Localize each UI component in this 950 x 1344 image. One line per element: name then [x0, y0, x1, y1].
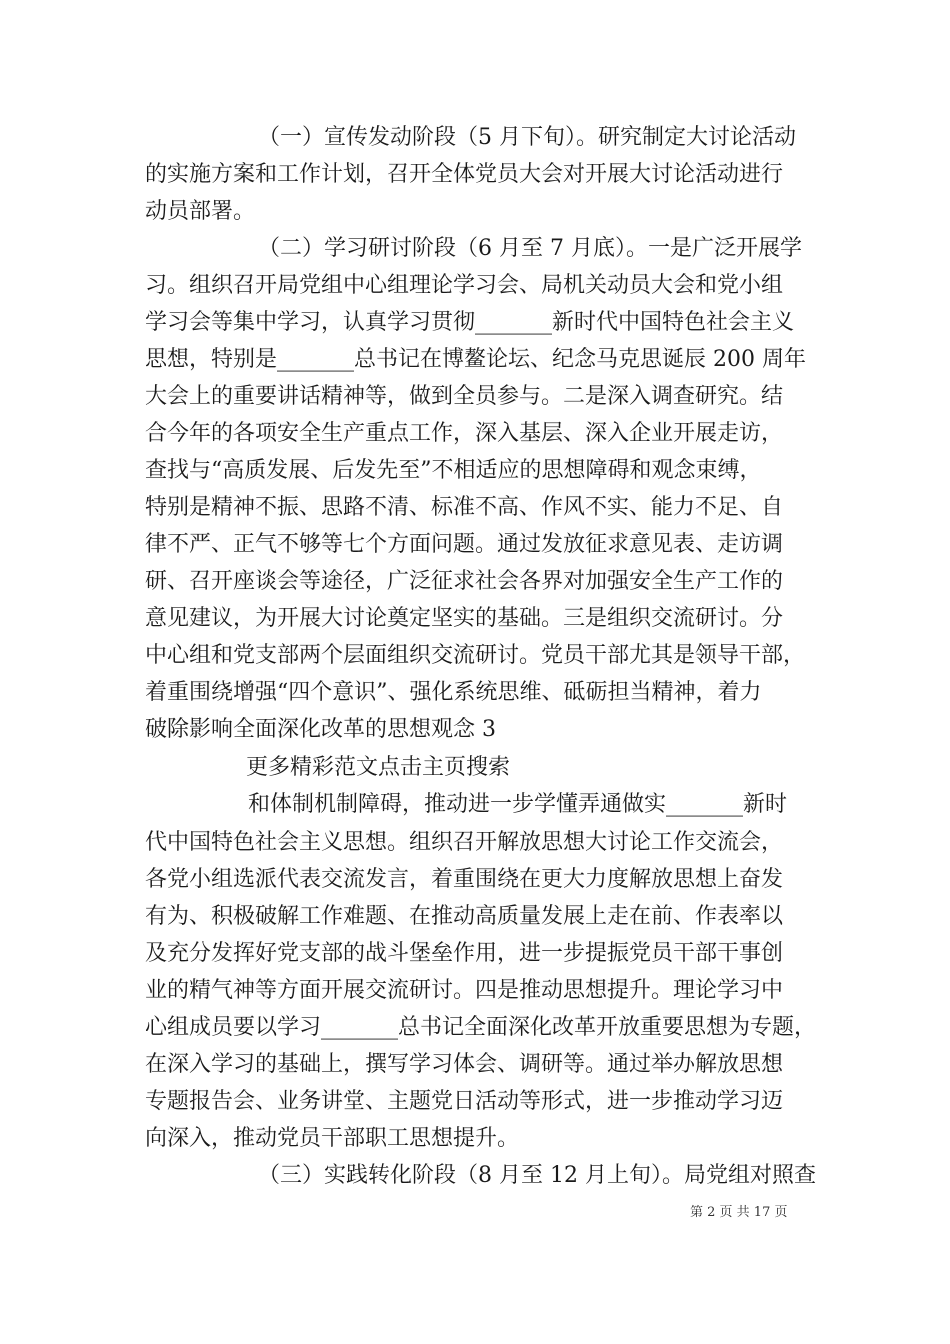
paragraph-1-line-1: （一）宣传发动阶段（5 月下旬）。研究制定大讨论活动 — [258, 125, 796, 150]
paragraph-2-line-10: 研、召开座谈会等途径，广泛征求社会各界对加强安全生产工作的 — [145, 569, 784, 594]
paragraph-2-line-13: 着重围绕增强“四个意识”、强化系统思维、砥砺担当精神，着力 — [145, 680, 762, 705]
paragraph-2-line-9: 律不严、正气不够等七个方面问题。通过发放征求意见表、走访调 — [145, 532, 784, 557]
page-number-footer: 第 2 页 共 17 页 — [690, 1205, 788, 1220]
paragraph-3-line-9: 专题报告会、业务讲堂、主题党日活动等形式，进一步推动学习迈 — [145, 1089, 784, 1114]
paragraph-3-line-1: 和体制机制障碍，推动进一步学懂弄通做实_______新时 — [248, 792, 788, 817]
paragraph-1-line-2: 的实施方案和工作计划，召开全体党员大会对开展大讨论活动进行 — [145, 162, 784, 187]
paragraph-3-line-6: 业的精气神等方面开展交流研讨。四是推动思想提升。理论学习中 — [145, 978, 784, 1003]
paragraph-3-line-7: 心组成员要以学习_______总书记全面深化改革开放重要思想为专题， — [145, 1015, 817, 1040]
paragraph-2-line-11: 意见建议，为开展大讨论奠定坚实的基础。三是组织交流研讨。分 — [145, 606, 784, 631]
paragraph-4-line-1: （三）实践转化阶段（8 月至 12 月上旬）。局党组对照查 — [258, 1163, 816, 1188]
paragraph-3-line-8: 在深入学习的基础上，撰写学习体会、调研等。通过举办解放思想 — [145, 1052, 784, 1077]
paragraph-2-line-2: 习。组织召开局党组中心组理论学习会、局机关动员大会和党小组 — [145, 273, 784, 298]
paragraph-2-line-12: 中心组和党支部两个层面组织交流研讨。党员干部尤其是领导干部， — [145, 643, 806, 668]
paragraph-3-line-10: 向深入，推动党员干部职工思想提升。 — [145, 1126, 520, 1151]
promo-link-text[interactable]: 更多精彩范文点击主页搜索 — [246, 755, 511, 780]
paragraph-3-line-5: 及充分发挥好党支部的战斗堡垒作用，进一步提振党员干部干事创 — [145, 941, 784, 966]
paragraph-2-line-14: 破除影响全面深化改革的思想观念 3 — [145, 717, 496, 742]
paragraph-2-line-6: 合今年的各项安全生产重点工作，深入基层、深入企业开展走访， — [145, 421, 784, 446]
paragraph-2-line-5: 大会上的重要讲话精神等，做到全员参与。二是深入调查研究。结 — [145, 384, 784, 409]
paragraph-3-line-3: 各党小组选派代表交流发言，着重围绕在更大力度解放思想上奋发 — [145, 867, 784, 892]
paragraph-2-line-3: 学习会等集中学习，认真学习贯彻_______新时代中国特色社会主义 — [145, 310, 795, 335]
paragraph-2-line-4: 思想，特别是_______总书记在博鳌论坛、纪念马克思诞辰 200 周年 — [145, 347, 806, 372]
paragraph-2-line-8: 特别是精神不振、思路不清、标准不高、作风不实、能力不足、自 — [145, 495, 784, 520]
paragraph-2-line-7: 查找与“高质发展、后发先至”不相适应的思想障碍和观念束缚， — [145, 458, 762, 483]
paragraph-2-line-1: （二）学习研讨阶段（6 月至 7 月底）。一是广泛开展学 — [258, 236, 802, 261]
paragraph-3-line-2: 代中国特色社会主义思想。组织召开解放思想大讨论工作交流会， — [145, 830, 784, 855]
paragraph-1-line-3: 动员部署。 — [145, 199, 256, 224]
paragraph-3-line-4: 有为、积极破解工作难题、在推动高质量发展上走在前、作表率以 — [145, 904, 784, 929]
